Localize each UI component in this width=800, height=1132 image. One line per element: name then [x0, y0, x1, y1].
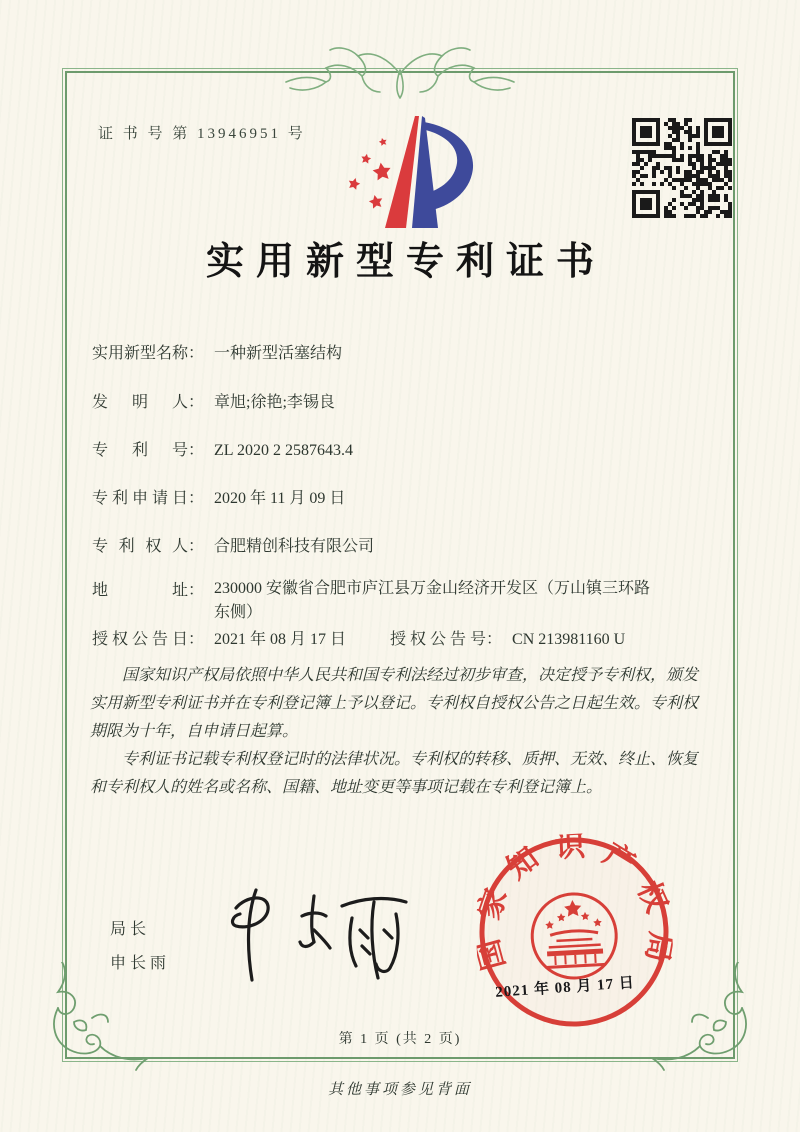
commissioner-title: 局长	[110, 921, 151, 938]
colon: ：	[486, 631, 503, 648]
colon: ：	[188, 442, 205, 459]
colon: ：	[188, 582, 205, 599]
field-label: 授权公告日	[92, 631, 188, 648]
field-value: 一种新型活塞结构	[214, 345, 343, 362]
bottom-left-flourish-ornament	[48, 962, 152, 1074]
back-note: 其他事项参见背面	[327, 1082, 472, 1098]
seal-agency-text: 国家知识产权局	[471, 829, 677, 974]
certificate-number: 证 书 号 第 13946951 号	[98, 126, 306, 142]
legal-paragraphs	[90, 662, 712, 802]
field-value: 2021 年 08 月 17 日	[214, 631, 347, 648]
colon: ：	[188, 490, 205, 507]
qr-code-icon	[632, 118, 732, 218]
colon: ：	[188, 538, 205, 555]
field-value: 2020 年 11 月 09 日	[214, 490, 346, 507]
colon: ：	[188, 345, 205, 362]
field-value: 230000 安徽省合肥市庐江县万金山经济开发区（万山镇三环路东侧）	[214, 580, 651, 621]
field-address	[92, 577, 712, 625]
field-patent-number	[92, 437, 712, 460]
paragraph-grant-statement: 国家知识产权局依照中华人民共和国专利法经过初步审查，决定授予专利权，颁发实用新型专利证书并在专利登记簿上予以登记。专利权自授权公告之日起生效。专利权期限为十年，自申请日起算。	[90, 667, 699, 740]
field-grant-row	[92, 626, 712, 649]
field-value: CN 213981160 U	[512, 631, 626, 648]
field-grant-number	[390, 626, 625, 649]
field-inventors	[92, 389, 712, 412]
field-label: 专利号	[92, 442, 188, 459]
field-value: 合肥精创科技有限公司	[214, 538, 375, 555]
paragraph-legal-status: 专利证书记载专利权登记时的法律状况。专利权的转移、质押、无效、终止、恢复和专利权人的姓名或名称、国籍、地址变更等事项记载在专利登记簿上。	[90, 751, 699, 796]
field-label: 发明人	[92, 394, 188, 411]
commissioner-name: 申长雨	[110, 955, 171, 972]
field-label: 专利权人	[92, 538, 188, 555]
field-label: 地址	[92, 582, 188, 599]
field-label: 授权公告号	[390, 631, 486, 648]
official-seal	[471, 829, 677, 1035]
field-utility-model-name	[92, 340, 712, 363]
commissioner-signature	[222, 882, 422, 987]
top-flourish-ornament	[278, 40, 522, 102]
cnipa-logo-icon	[336, 112, 486, 234]
colon: ：	[188, 631, 205, 648]
page-number: 第 1 页 (共 2 页)	[338, 1032, 462, 1047]
seal-date: 2021 年 08 月 17 日	[494, 975, 636, 1001]
field-patentee	[92, 533, 712, 556]
colon: ：	[188, 394, 205, 411]
field-label: 实用新型名称	[92, 345, 189, 362]
certificate-title: 实用新型专利证书	[205, 241, 606, 283]
field-label: 专利申请日	[92, 490, 188, 507]
field-value: 章旭;徐艳;李锡良	[214, 394, 335, 411]
field-filing-date	[92, 485, 712, 508]
field-value: ZL 2020 2 2587643.4	[214, 442, 353, 459]
